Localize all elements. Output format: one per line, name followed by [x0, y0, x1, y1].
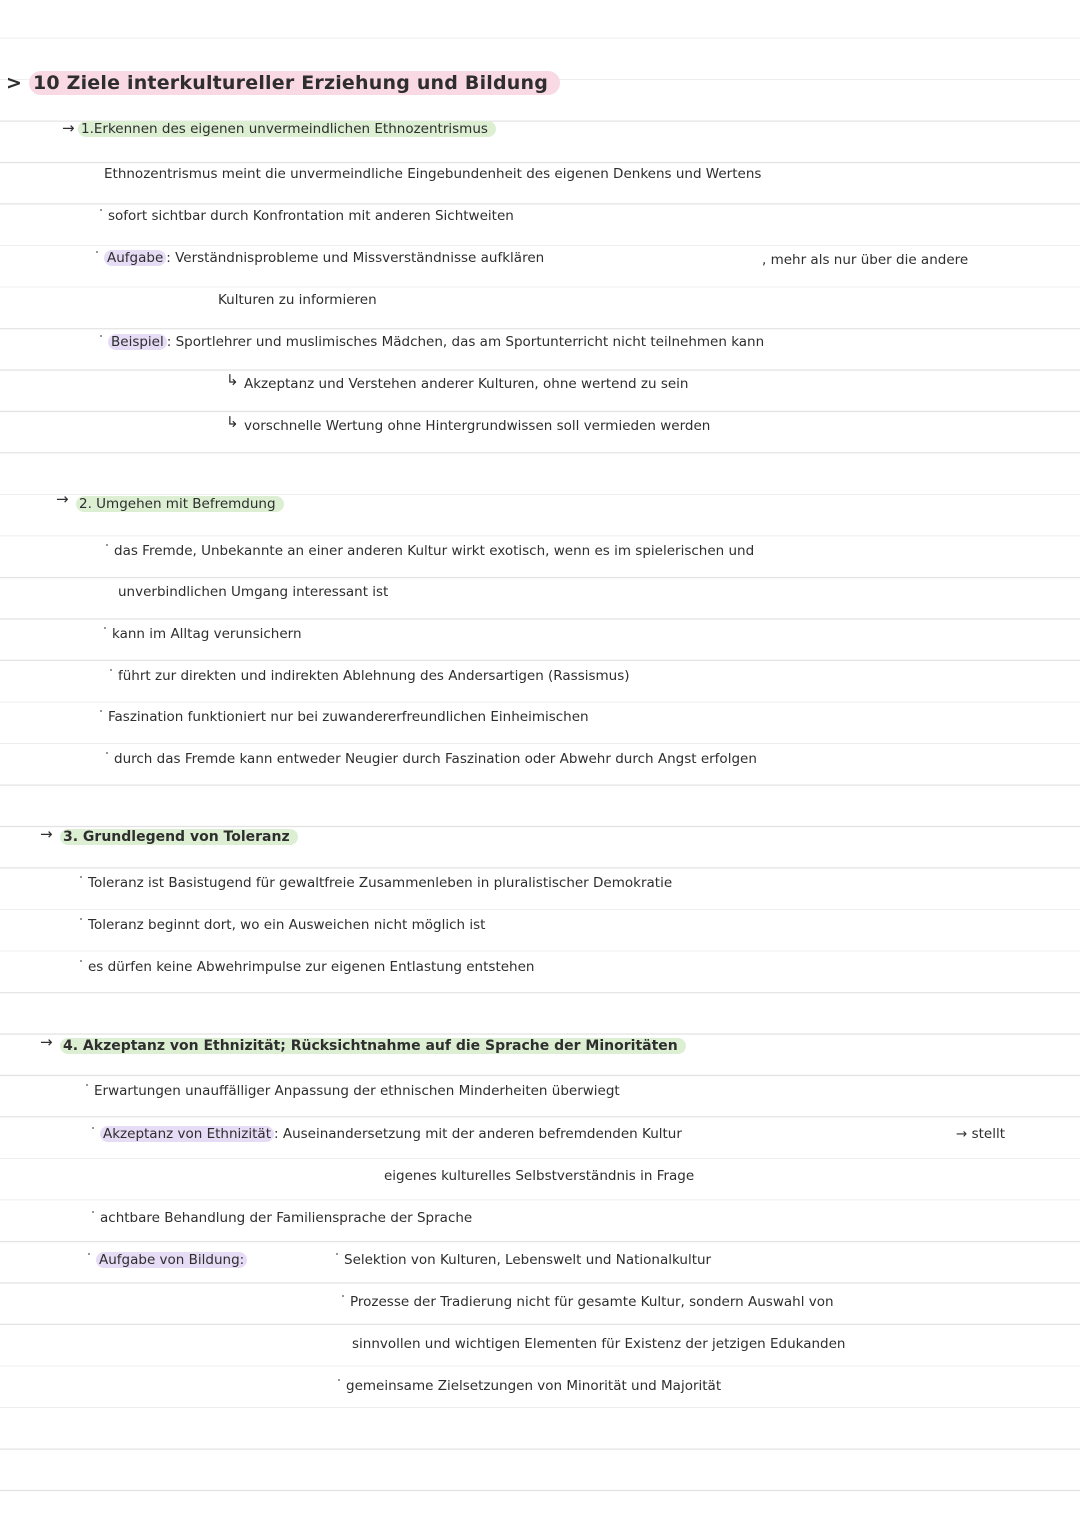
s1-line-5 [108, 332, 764, 352]
s1-line-3-cont: , mehr als nur über die andere [762, 252, 969, 268]
s1-label-aufgabe: Aufgabe [104, 250, 166, 266]
section-3-arrow-icon: → [40, 825, 53, 843]
section-2-arrow-icon: → [56, 490, 69, 508]
s4-line-2-text: : Auseinandersetzung mit der anderen befremdenden Kultur [274, 1126, 682, 1142]
s4-line-4: achtbare Behandlung der Familiensprache der Sprache [100, 1210, 473, 1226]
section-1-heading-text: 1.Erkennen des eigenen unvermeindlichen Ethnozentrismus [78, 121, 496, 137]
page-title: 10 Ziele interkultureller Erziehung und Bildung [29, 71, 560, 95]
s1-line-1: Ethnozentrismus meint die unvermeindliche Eingebundenheit des eigenen Denkens und Wertens [104, 166, 762, 182]
section-4-arrow-icon: → [40, 1033, 53, 1051]
s4-line-5-label [96, 1250, 247, 1270]
s1-line-3-text: : Verständnisprobleme und Missverständnisse aufklären [166, 250, 545, 266]
section-2-heading-text: 2. Umgehen mit Befremdung [76, 496, 284, 512]
s4-label-akzeptanz: Akzeptanz von Ethnizität [100, 1126, 274, 1142]
s4-line-6: Prozesse der Tradierung nicht für gesamte Kultur, sondern Auswahl von [350, 1294, 834, 1310]
s4-line-1: Erwartungen unauffälliger Anpassung der ethnischen Minderheiten überwiegt [94, 1083, 620, 1099]
s1-line-6: Akzeptanz und Verstehen anderer Kulturen, ohne wertend zu sein [244, 376, 689, 392]
section-1-arrow-icon: → [62, 119, 75, 137]
section-2-heading [76, 494, 284, 514]
s1-line-7: vorschnelle Wertung ohne Hintergrundwissen soll vermieden werden [244, 418, 711, 434]
section-3-heading [60, 827, 298, 847]
s1-line-4: Kulturen zu informieren [218, 292, 377, 308]
s2-line-1: das Fremde, Unbekannte an einer anderen Kultur wirkt exotisch, wenn es im spielerischen und [114, 543, 755, 559]
s4-label-bildung: Aufgabe von Bildung: [96, 1252, 247, 1268]
section-4-heading-text: 4. Akzeptanz von Ethnizität; Rücksichtnahme auf die Sprache der Minoritäten [60, 1038, 686, 1054]
s1-line-5-text: : Sportlehrer und muslimisches Mädchen, das am Sportunterricht nicht teilnehmen kann [166, 334, 765, 350]
s2-line-4: führt zur direkten und indirekten Ablehnung des Andersartigen (Rassismus) [118, 668, 630, 684]
s1-label-beispiel: Beispiel [108, 334, 167, 350]
s3-line-1: Toleranz ist Basistugend für gewaltfreie Zusammenleben in pluralistischer Demokratie [88, 875, 673, 891]
s3-line-2: Toleranz beginnt dort, wo ein Ausweichen nicht möglich ist [88, 917, 486, 933]
title-marker: > [6, 72, 23, 94]
title-line [6, 70, 560, 96]
s4-line-2-cont: → stellt [956, 1126, 1006, 1142]
section-4-heading [60, 1036, 686, 1056]
s4-line-5: Selektion von Kulturen, Lebenswelt und Nationalkultur [344, 1252, 712, 1268]
s4-line-3: eigenes kulturelles Selbstverständnis in Frage [384, 1168, 695, 1184]
section-1-heading [78, 119, 496, 139]
s2-line-5: Faszination funktioniert nur bei zuwandererfreundlichen Einheimischen [108, 709, 589, 725]
s1-sub-arrow-icon-2: ↳ [226, 413, 239, 431]
s4-line-7: sinnvollen und wichtigen Elementen für Existenz der jetzigen Edukanden [352, 1336, 846, 1352]
s2-line-3: kann im Alltag verunsichern [112, 626, 302, 642]
s1-line-3 [104, 248, 544, 268]
s1-sub-arrow-icon-1: ↳ [226, 371, 239, 389]
s1-line-2: sofort sichtbar durch Konfrontation mit anderen Sichtweiten [108, 208, 514, 224]
s4-line-8: gemeinsame Zielsetzungen von Minorität und Majorität [346, 1378, 722, 1394]
s2-line-2: unverbindlichen Umgang interessant ist [118, 584, 389, 600]
section-3-heading-text: 3. Grundlegend von Toleranz [60, 829, 298, 845]
s2-line-6: durch das Fremde kann entweder Neugier durch Faszination oder Abwehr durch Angst erfolgen [114, 751, 757, 767]
s3-line-3: es dürfen keine Abwehrimpulse zur eigenen Entlastung entstehen [88, 959, 535, 975]
s4-line-2 [100, 1124, 682, 1144]
